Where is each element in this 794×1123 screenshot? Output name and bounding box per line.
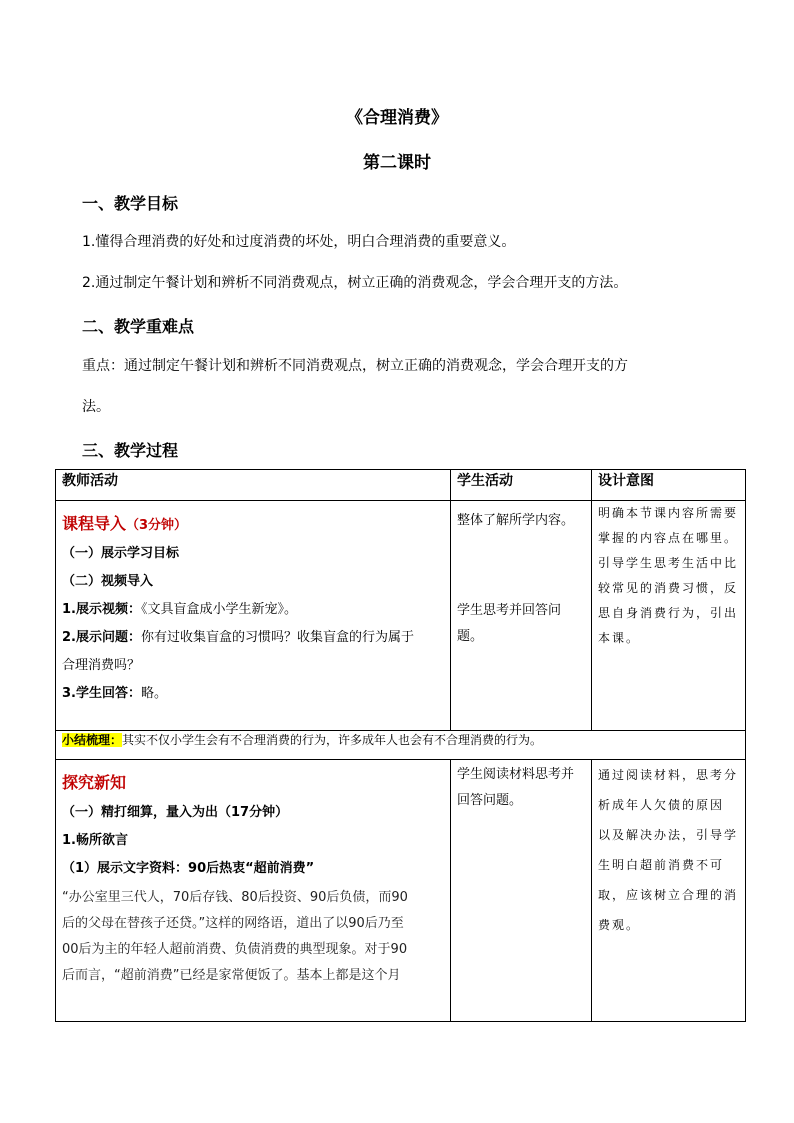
teacher-activity-cell [56,760,451,1022]
table-row [56,760,746,1022]
header-intent: 设计意图 [592,470,746,501]
section-title: 课程导入（3分钟） [62,514,188,533]
section-title: 探究新知 [62,773,127,792]
student-activity-cell [451,501,592,731]
design-intent-cell: 通过阅读材料，思考分 析成年人欠债的原因 以及解决办法，引导学 生明白超前消费不可 取，应该树立合理的消 费观。 [592,760,746,1022]
activity-line: （1）展示文字资料：90后热衷“超前消费” [62,861,315,876]
activity-line: 3.学生回答：略。 [62,686,167,701]
section-heading-key-points: 二、教学重难点 [82,317,195,336]
teacher-activity-cell [56,501,451,731]
summary-text: 其实不仅小学生会有不合理消费的行为，许多成年人也会有不合理消费的行为。 [122,733,543,747]
lesson-table [55,469,746,1022]
objective-item: 1.懂得合理消费的好处和过度消费的坏处，明白合理消费的重要意义。 [82,234,516,250]
header-student: 学生活动 [451,470,592,501]
summary-row [56,731,746,760]
doc-title: 《合理消费》 [346,108,448,128]
header-teacher: 教师活动 [56,470,451,501]
activity-line: 2.展示问题：你有过收集盲盒的习惯吗？收集盲盒的行为属于 [62,630,414,645]
activity-line: 1.展示视频：《文具盲盒成小学生新宠》。 [62,602,297,617]
activity-line: 合理消费吗？ [62,658,141,673]
student-activity-text: 学生思考并回答问 题。 [457,603,562,644]
activity-line: （一）展示学习目标 [62,546,180,561]
key-point-text: 重点：通过制定午餐计划和辨析不同消费观点，树立正确的消费观念，学会合理开支的方 [82,358,628,374]
key-point-text-cont: 法。 [82,399,110,415]
objective-item: 2.通过制定午餐计划和辨析不同消费观点，树立正确的消费观念，学会合理开支的方法。 [82,275,628,291]
summary-cell [56,731,746,760]
section-heading-objectives: 一、教学目标 [82,194,179,213]
quote-text: “办公室里三代人，70后存钱、80后投资、90后负债，而90 后的父母在替孩子还贷。”这样的网络语，道出了以90后乃至 00后为主的年轻人超前消费、负债消费的典型现象。对于90 后而言，“超前消费”已经是家常便饭了。基本上都是这个月 [62,890,408,983]
activity-line: （二）视频导入 [62,574,154,589]
design-intent-cell: 明确本节课内容所需要 掌握的内容点在哪里。 引导学生思考生活中比 较常见的消费习惯，反 思自身消费行为，引出 本课。 [592,501,746,731]
table-row [56,501,746,731]
activity-line: （一）精打细算，量入为出（17分钟） [62,805,289,820]
student-activity-cell: 学生阅读材料思考并 回答问题。 [451,760,592,1022]
summary-tag: 小结梳理： [62,733,123,747]
section-heading-process: 三、教学过程 [82,441,179,460]
activity-line: 1.畅所欲言 [62,833,128,848]
table-header-row [56,470,746,501]
doc-subtitle: 第二课时 [363,153,431,173]
student-activity-text: 整体了解所学内容。 [457,513,575,528]
